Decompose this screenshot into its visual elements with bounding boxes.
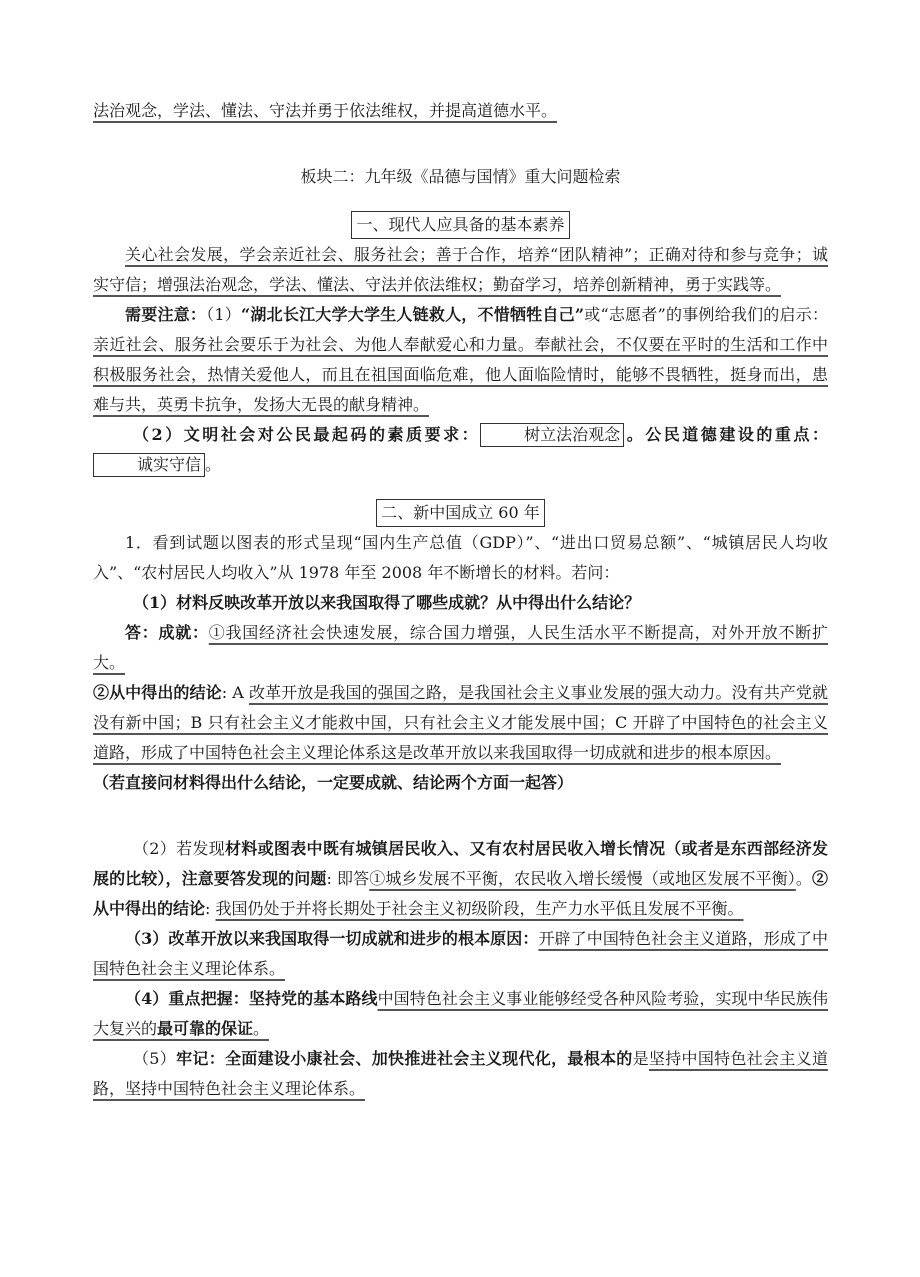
- q2-box1: 树立法治观念: [480, 423, 624, 447]
- section1-para1: [93, 240, 828, 300]
- s2q3-ans: 开辟了中国特色社会主义道路，形成了中国特色社会主义理论体系。: [93, 929, 828, 978]
- s2q4-bold: （4）重点把握：坚持党的基本路线: [125, 989, 378, 1008]
- q2-num: （2）: [133, 425, 184, 444]
- s2q2-bold2: ②从中得出的结论: [93, 869, 828, 918]
- section1-q2: [93, 420, 828, 480]
- s2q5-num: （5）: [133, 1049, 177, 1068]
- section2-q1: （1）材料反映改革开放以来我国取得了哪些成就？从中得出什么结论？: [133, 593, 641, 612]
- s2q2-num: （2）若发现: [133, 839, 226, 858]
- document-page: [93, 96, 828, 1104]
- block-title: 板块二：九年级《品德与国情》重大问题检索: [300, 167, 621, 186]
- s2q2-bold: 材料或图表中既有城镇居民收入、又有农村居民收入增长情况（或者是东西部经济发展的比较）: [93, 839, 828, 888]
- note-answer: 亲近社会、服务社会要乐于为社会、为他人奉献爱心和力量。奉献社会，不仅要在平时的生活和工作中积极服务社会，热情关爱他人，而且在祖国面临危难，他人面临险情时，能够不畏牺牲，挺身而出，患难与共，英勇卡抗争，发扬大无畏的献身精神。: [93, 335, 828, 414]
- section2-a1: [93, 618, 828, 678]
- s2q5-ans: 坚持中国特色社会主义道路，坚持中国特色社会主义理论体系。: [93, 1049, 828, 1098]
- section2-heading-row: [93, 498, 828, 528]
- section2-note: （若直接问材料得出什么结论，一定要成就、结论两个方面一起答）: [93, 773, 574, 792]
- section2-q4: [93, 984, 828, 1044]
- q2-box2: 诚实守信: [93, 453, 205, 477]
- q2-end: 。: [205, 455, 222, 474]
- a2-label: ②从中得出的结论: [93, 683, 222, 702]
- a1-text: ①我国经济社会快速发展，综合国力增强，人民生活水平不断提高，对外开放不断扩大。: [93, 623, 828, 672]
- section2-item1: 1．看到试题以图表的形式呈现“国内生产总值（GDP）”、“进出口贸易总额”、“城镇居民人均收入”、“农村居民人均收入”从 1978 年至 2008 年不断增长的材料。若问：: [93, 533, 828, 582]
- s2q2-dot: 。: [795, 869, 812, 888]
- section2-q5: [93, 1044, 828, 1104]
- top-line: [93, 96, 828, 126]
- s2q2-ans2: 我国仍处于并将长期处于社会主义初级阶段，生产力水平低且发展不平衡。: [215, 899, 744, 918]
- s2q2-colon2: :: [205, 899, 216, 918]
- a1-label: 答：成就：: [125, 623, 209, 642]
- s2q3-bold: （3）改革开放以来我国取得一切成就和进步的根本原因：: [125, 929, 539, 948]
- a2-colon: : A: [221, 683, 249, 702]
- section1-heading-row: [93, 210, 828, 240]
- s2q2-colon: : 即答: [326, 869, 370, 888]
- q2-mid: 。公民道德建设的重点：: [624, 425, 828, 444]
- section1-heading: 一、现代人应具备的基本素养: [351, 211, 569, 239]
- section1-note: [93, 300, 828, 420]
- note-rest: 或“志愿者”的事例给我们的启示：: [584, 305, 828, 324]
- note-label: 需要注意：: [125, 305, 207, 324]
- section2-q2: [93, 834, 828, 924]
- section2-heading: 二、新中国成立 60 年: [376, 499, 545, 527]
- s2q2-ans1: ①城乡发展不平衡，农民收入增长缓慢（或地区发展不平衡）: [369, 869, 796, 888]
- s2q2-mid: ，注意要答发现的问题: [165, 869, 327, 888]
- s2q5-mid: 是: [632, 1049, 649, 1068]
- section1-para1-text: 关心社会发展，学会亲近社会、服务社会；善于合作，培养“团队精神”；正确对待和参与竞争；诚实守信；增强法治观念，学法、懂法、守法并依法维权；勤奋学习，培养创新精神，勇于实践等。: [93, 245, 828, 294]
- a2-text: 改革开放是我国的强国之路，是我国社会主义事业发展的强大动力。没有共产党就没有新中国；B 只有社会主义才能救中国，只有社会主义才能发展中国；C 开辟了中国特色的社会主义道路，形成了中国特色社会主义理论体系这是改革开放以来我国取得一切成就和进步的根本原因。: [93, 683, 828, 762]
- s2q4-ans-end: 。: [253, 1019, 270, 1038]
- s2q4-ans1: 中国特色社会主义事业能够经受各种风险考验，实现中华民族伟大复兴的: [93, 989, 828, 1038]
- s2q4-bold2: 最可靠的保证: [157, 1019, 254, 1038]
- q2-bold: 文明社会对公民最起码的素质要求：: [183, 425, 481, 444]
- note-num: （1）: [206, 305, 241, 324]
- section2-a2: [93, 678, 828, 768]
- section2-q3: [93, 924, 828, 984]
- top-line-text: 法治观念，学法、懂法、守法并勇于依法维权，并提高道德水平。: [93, 101, 558, 120]
- s2q5-bold: 牢记：全面建设小康社会、加快推进社会主义现代化，最根本的: [176, 1049, 633, 1068]
- note-bold: “湖北长江大学大学生人链救人，不惜牺牲自己”: [240, 305, 585, 324]
